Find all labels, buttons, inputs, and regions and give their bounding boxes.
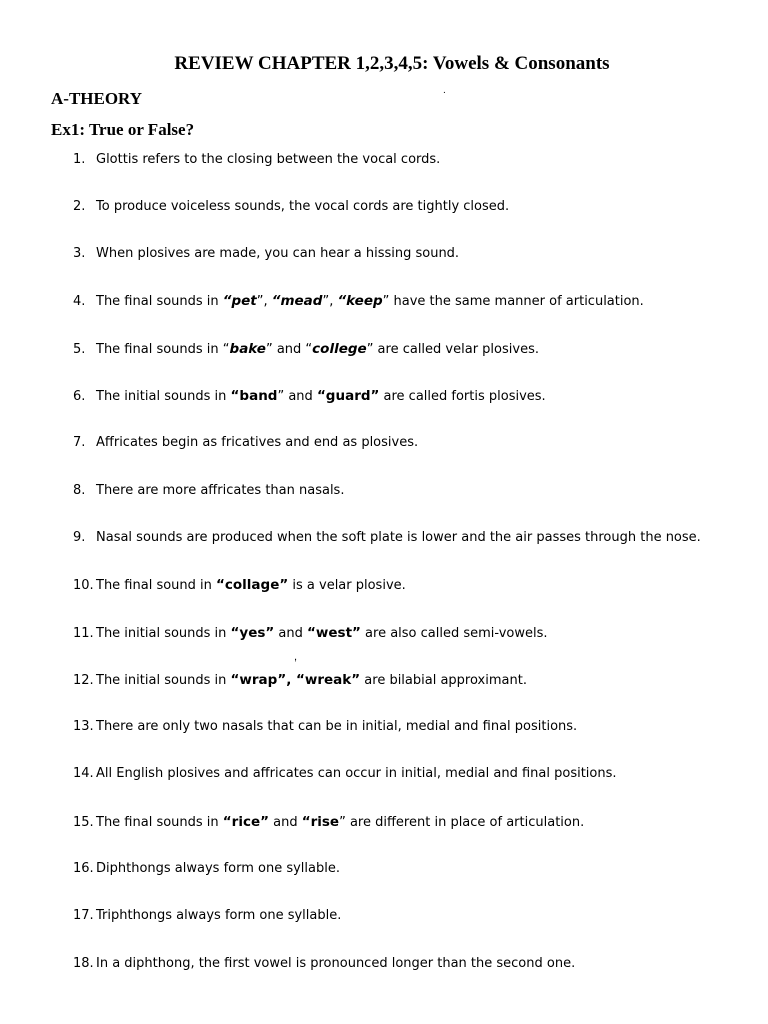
question-item bbox=[73, 765, 753, 783]
section-heading: A-THEORY bbox=[51, 89, 143, 108]
question-item bbox=[73, 482, 753, 500]
question-text-segment: The final sounds in “ bbox=[96, 342, 230, 357]
question-text bbox=[96, 673, 527, 688]
question-text bbox=[96, 389, 546, 404]
question-text bbox=[96, 626, 548, 641]
key-term: “keep bbox=[337, 293, 383, 309]
question-item bbox=[73, 198, 753, 216]
question-text bbox=[96, 861, 340, 876]
question-item bbox=[73, 860, 753, 878]
question-text-segment: are bilabial approximant. bbox=[360, 673, 527, 688]
question-number: 17. bbox=[73, 908, 94, 923]
question-text-segment: The final sound in bbox=[96, 578, 217, 593]
question-item bbox=[73, 340, 753, 359]
question-text-segment: The initial sounds in bbox=[96, 626, 231, 641]
question-item bbox=[73, 907, 753, 925]
question-number: 1. bbox=[73, 152, 86, 167]
question-item bbox=[73, 718, 753, 736]
question-text bbox=[96, 435, 418, 450]
question-text bbox=[96, 815, 584, 830]
question-text-segment: To produce voiceless sounds, the vocal cords are tightly closed. bbox=[96, 199, 510, 214]
key-term: “collage” bbox=[216, 577, 289, 593]
question-item bbox=[73, 529, 753, 547]
question-text-segment: The initial sounds in bbox=[96, 389, 231, 404]
question-text-segment: are called fortis plosives. bbox=[379, 389, 546, 404]
question-number: 6. bbox=[73, 389, 86, 404]
question-number: 9. bbox=[73, 530, 86, 545]
question-number: 8. bbox=[73, 483, 86, 498]
question-item bbox=[73, 813, 753, 832]
question-text bbox=[96, 246, 459, 261]
key-term: “rice” bbox=[222, 814, 269, 830]
question-item bbox=[73, 671, 753, 690]
stray-dot-mark: . bbox=[443, 85, 446, 96]
question-text bbox=[96, 578, 406, 593]
question-item bbox=[73, 624, 753, 643]
question-text-segment: and bbox=[269, 815, 302, 830]
key-term: “rise bbox=[301, 814, 340, 830]
question-text-segment: ” are different in place of articulation. bbox=[339, 815, 585, 830]
question-text-segment: Nasal sounds are produced when the soft plate is lower and the air passes through the nose. bbox=[96, 530, 701, 545]
question-text bbox=[96, 530, 701, 545]
question-text-segment: There are only two nasals that can be in initial, medial and final positions. bbox=[96, 719, 578, 734]
question-number: 7. bbox=[73, 435, 86, 450]
question-item bbox=[73, 576, 753, 595]
question-item bbox=[73, 292, 753, 311]
question-text-segment: Diphthongs always form one syllable. bbox=[96, 861, 340, 876]
question-text-segment: ” have the same manner of articulation. bbox=[382, 294, 644, 309]
question-number: 4. bbox=[73, 294, 86, 309]
question-text-segment: Glottis refers to the closing between the vocal cords. bbox=[96, 152, 441, 167]
key-term: “yes” bbox=[230, 625, 275, 641]
question-text-segment: All English plosives and affricates can occur in initial, medial and final positions. bbox=[96, 766, 617, 781]
question-text bbox=[96, 199, 509, 214]
question-number: 13. bbox=[73, 719, 94, 734]
question-text-segment: ”, bbox=[322, 294, 338, 309]
question-number: 2. bbox=[73, 199, 86, 214]
question-text-segment: ” are called velar plosives. bbox=[366, 342, 539, 357]
question-text-segment: The final sounds in bbox=[96, 815, 223, 830]
question-text-segment: Affricates begin as fricatives and end as plosives. bbox=[96, 435, 419, 450]
exercise-heading: Ex1: True or False? bbox=[51, 120, 195, 139]
question-item bbox=[73, 387, 753, 406]
question-number: 14. bbox=[73, 766, 94, 781]
question-text-segment: is a velar plosive. bbox=[288, 578, 406, 593]
question-number: 10. bbox=[73, 578, 94, 593]
question-text bbox=[96, 719, 577, 734]
question-number: 5. bbox=[73, 342, 86, 357]
question-number: 11. bbox=[73, 626, 94, 641]
question-text-segment: ”, bbox=[256, 294, 272, 309]
question-text-segment: Triphthongs always form one syllable. bbox=[96, 908, 342, 923]
question-number: 12. bbox=[73, 673, 94, 688]
key-term: “guard” bbox=[316, 388, 380, 404]
question-item bbox=[73, 434, 753, 452]
question-text-segment: In a diphthong, the first vowel is pronounced longer than the second one. bbox=[96, 956, 576, 971]
key-term: bake bbox=[229, 341, 266, 357]
question-item bbox=[73, 245, 753, 263]
question-item bbox=[73, 955, 753, 973]
question-number: 18. bbox=[73, 956, 94, 971]
question-text-segment: There are more affricates than nasals. bbox=[96, 483, 345, 498]
question-text-segment: are also called semi-vowels. bbox=[360, 626, 548, 641]
key-term: “pet bbox=[222, 293, 257, 309]
question-text-segment: ” and bbox=[277, 389, 317, 404]
question-text bbox=[96, 956, 575, 971]
question-text-segment: When plosives are made, you can hear a hissing sound. bbox=[96, 246, 460, 261]
key-term: college bbox=[312, 341, 367, 357]
key-term: “band bbox=[230, 388, 278, 404]
question-number: 15. bbox=[73, 815, 94, 830]
question-text-segment: The final sounds in bbox=[96, 294, 223, 309]
question-text bbox=[96, 766, 617, 781]
stray-comma-mark: , bbox=[294, 651, 298, 663]
question-text bbox=[96, 294, 644, 309]
question-text bbox=[96, 908, 341, 923]
question-number: 16. bbox=[73, 861, 94, 876]
question-text-segment: ” and “ bbox=[265, 342, 313, 357]
question-item bbox=[73, 151, 753, 169]
key-term: “mead bbox=[271, 293, 323, 309]
question-text-segment: and bbox=[274, 626, 308, 641]
question-number: 3. bbox=[73, 246, 86, 261]
document-title: REVIEW CHAPTER 1,2,3,4,5: Vowels & Consonants bbox=[174, 53, 610, 74]
question-text-segment: The initial sounds in bbox=[96, 673, 231, 688]
question-text bbox=[96, 342, 539, 357]
key-term: “west” bbox=[307, 625, 361, 641]
key-term: “wrap”, “wreak” bbox=[230, 672, 361, 688]
question-text bbox=[96, 152, 440, 167]
question-text bbox=[96, 483, 344, 498]
